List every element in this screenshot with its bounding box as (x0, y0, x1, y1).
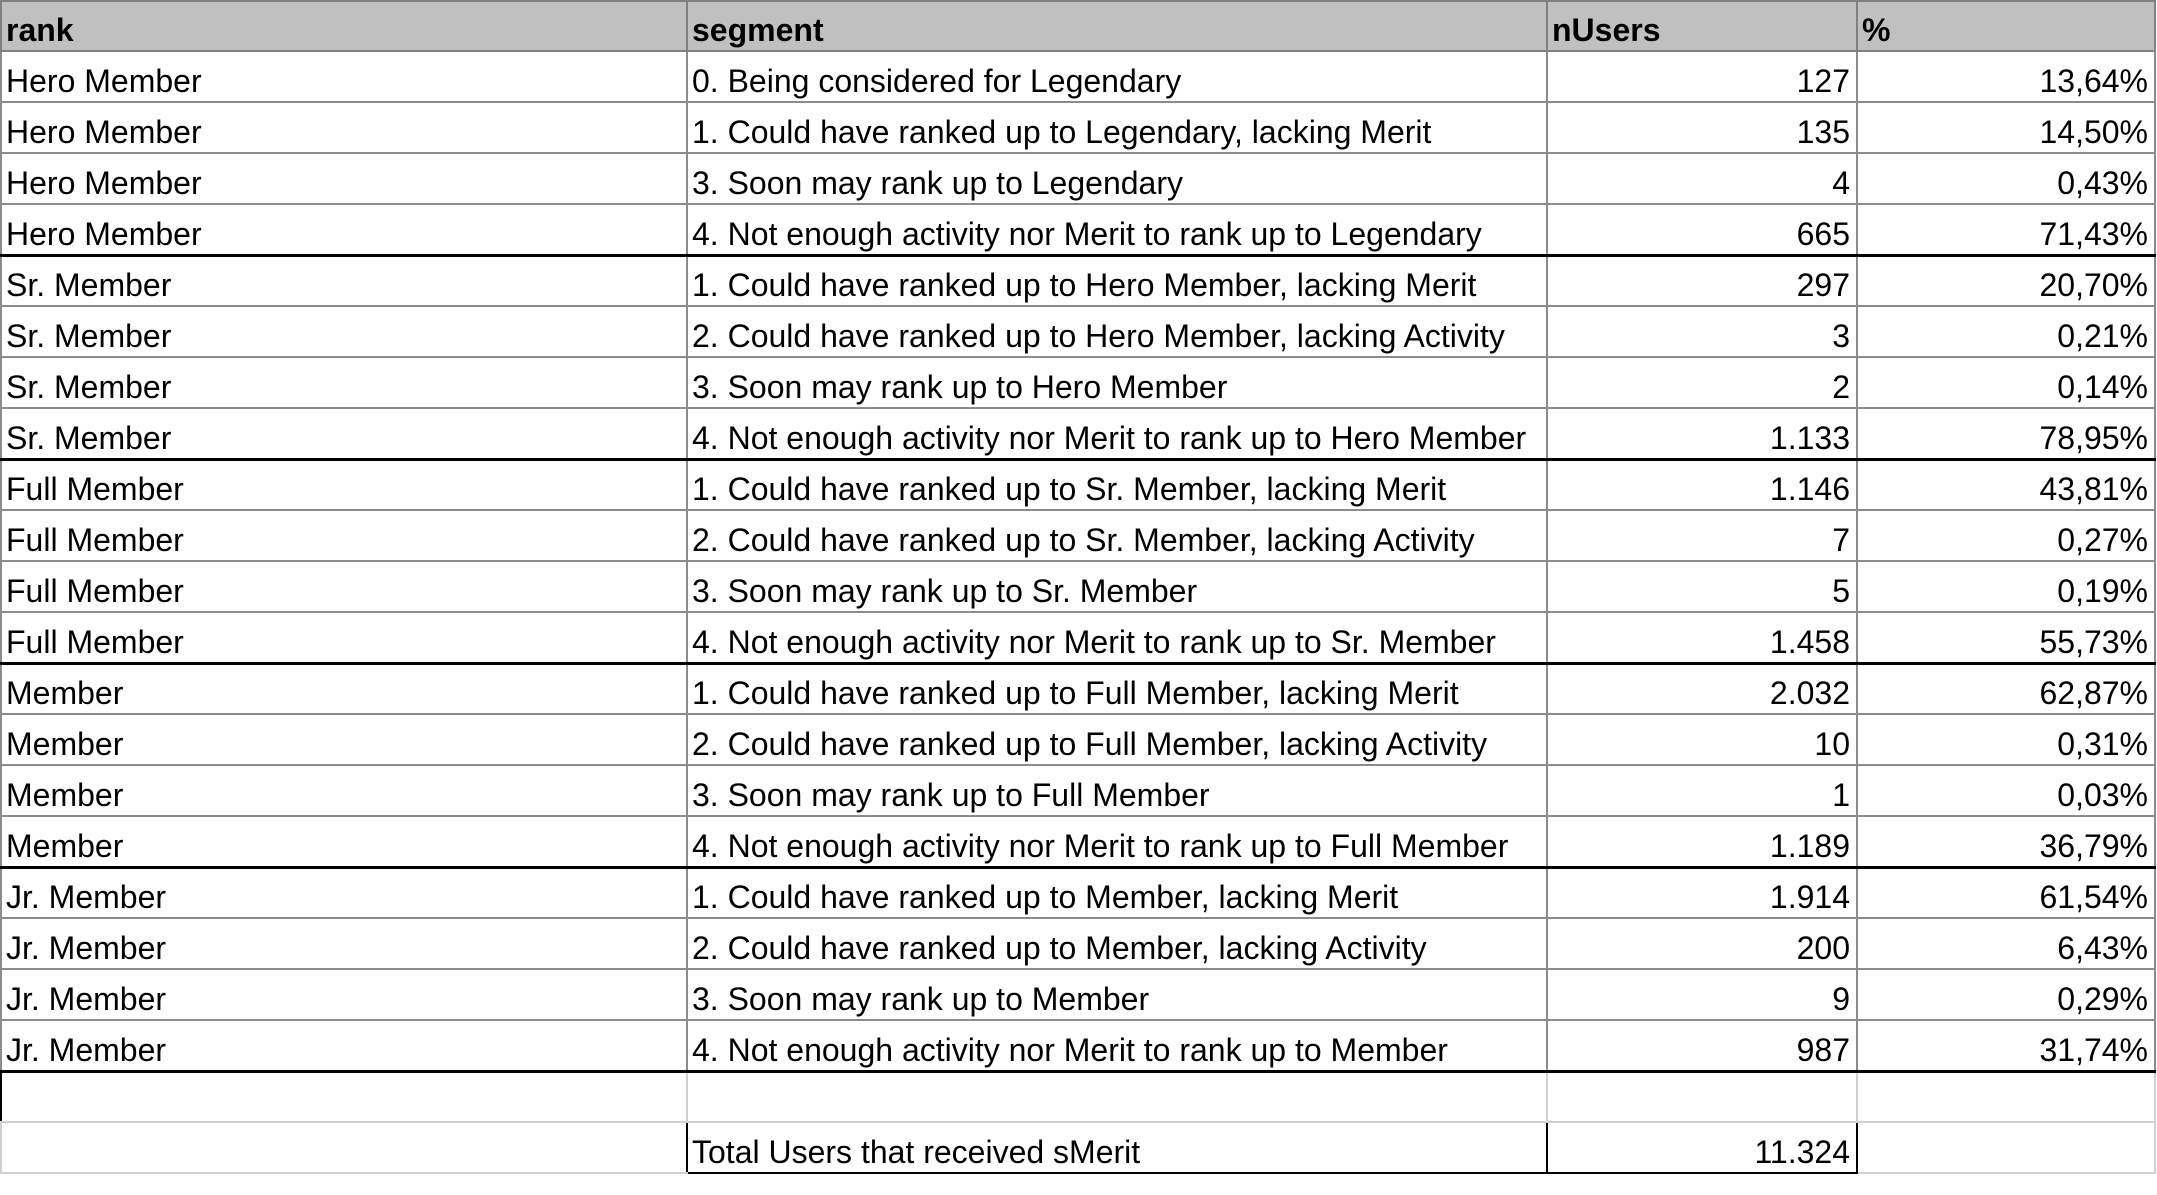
nusers-cell[interactable]: 1.458 (1547, 612, 1857, 663)
segment-cell[interactable]: 3. Soon may rank up to Sr. Member (687, 561, 1547, 612)
rank-cell[interactable]: Hero Member (1, 153, 687, 204)
header-rank[interactable]: rank (1, 1, 687, 51)
table-row (1, 510, 2155, 561)
nusers-cell[interactable]: 9 (1547, 969, 1857, 1020)
percent-cell[interactable]: 6,43% (1857, 918, 2155, 969)
rank-cell[interactable]: Jr. Member (1, 918, 687, 969)
table-row (1, 969, 2155, 1020)
percent-cell[interactable]: 55,73% (1857, 612, 2155, 663)
table-row (1, 51, 2155, 102)
header-percent[interactable]: % (1857, 1, 2155, 51)
header-nusers[interactable]: nUsers (1547, 1, 1857, 51)
rank-cell[interactable]: Sr. Member (1, 357, 687, 408)
rank-cell[interactable]: Member (1, 714, 687, 765)
nusers-cell[interactable]: 7 (1547, 510, 1857, 561)
segment-cell[interactable]: 3. Soon may rank up to Hero Member (687, 357, 1547, 408)
rank-cell[interactable]: Full Member (1, 612, 687, 663)
segment-cell[interactable]: 4. Not enough activity nor Merit to rank up to Member (687, 1020, 1547, 1071)
percent-cell[interactable]: 0,19% (1857, 561, 2155, 612)
empty-cell[interactable] (1, 1071, 687, 1122)
rank-cell[interactable]: Full Member (1, 561, 687, 612)
table-row (1, 102, 2155, 153)
segment-cell[interactable]: 3. Soon may rank up to Legendary (687, 153, 1547, 204)
percent-cell[interactable]: 0,03% (1857, 765, 2155, 816)
total-value[interactable]: 11.324 (1547, 1122, 1857, 1173)
table-row (1, 204, 2155, 255)
percent-cell[interactable]: 20,70% (1857, 255, 2155, 306)
rank-cell[interactable]: Member (1, 765, 687, 816)
nusers-cell[interactable]: 3 (1547, 306, 1857, 357)
nusers-cell[interactable]: 297 (1547, 255, 1857, 306)
table-row (1, 714, 2155, 765)
table-row (1, 459, 2155, 510)
rank-cell[interactable]: Hero Member (1, 204, 687, 255)
rank-cell[interactable]: Sr. Member (1, 408, 687, 459)
segment-cell[interactable]: 2. Could have ranked up to Member, lacking Activity (687, 918, 1547, 969)
nusers-cell[interactable]: 2.032 (1547, 663, 1857, 714)
nusers-cell[interactable]: 1.133 (1547, 408, 1857, 459)
table-row (1, 306, 2155, 357)
nusers-cell[interactable]: 1.146 (1547, 459, 1857, 510)
segment-cell[interactable]: 2. Could have ranked up to Full Member, lacking Activity (687, 714, 1547, 765)
rank-cell[interactable]: Jr. Member (1, 1020, 687, 1071)
table-row (1, 408, 2155, 459)
nusers-cell[interactable]: 665 (1547, 204, 1857, 255)
table-row (1, 561, 2155, 612)
rank-cell[interactable]: Full Member (1, 459, 687, 510)
rank-cell[interactable]: Sr. Member (1, 255, 687, 306)
nusers-cell[interactable]: 4 (1547, 153, 1857, 204)
nusers-cell[interactable]: 2 (1547, 357, 1857, 408)
table-row (1, 357, 2155, 408)
segment-cell[interactable]: 2. Could have ranked up to Sr. Member, lacking Activity (687, 510, 1547, 561)
empty-cell[interactable] (1, 1122, 687, 1173)
segment-cell[interactable]: 1. Could have ranked up to Hero Member, lacking Merit (687, 255, 1547, 306)
percent-cell[interactable]: 0,27% (1857, 510, 2155, 561)
rank-cell[interactable]: Member (1, 816, 687, 867)
nusers-cell[interactable]: 135 (1547, 102, 1857, 153)
percent-cell[interactable]: 0,14% (1857, 357, 2155, 408)
percent-cell[interactable]: 0,31% (1857, 714, 2155, 765)
nusers-cell[interactable]: 10 (1547, 714, 1857, 765)
percent-cell[interactable]: 71,43% (1857, 204, 2155, 255)
table-row (1, 612, 2155, 663)
segment-cell[interactable]: 4. Not enough activity nor Merit to rank up to Legendary (687, 204, 1547, 255)
nusers-cell[interactable]: 127 (1547, 51, 1857, 102)
percent-cell[interactable]: 36,79% (1857, 816, 2155, 867)
percent-cell[interactable]: 61,54% (1857, 867, 2155, 918)
table-row (1, 1020, 2155, 1071)
rank-cell[interactable]: Jr. Member (1, 867, 687, 918)
percent-cell[interactable]: 31,74% (1857, 1020, 2155, 1071)
segment-cell[interactable]: 4. Not enough activity nor Merit to rank up to Full Member (687, 816, 1547, 867)
percent-cell[interactable]: 0,43% (1857, 153, 2155, 204)
table-row (1, 918, 2155, 969)
segment-cell[interactable]: 1. Could have ranked up to Full Member, lacking Merit (687, 663, 1547, 714)
percent-cell[interactable]: 13,64% (1857, 51, 2155, 102)
rank-cell[interactable]: Jr. Member (1, 969, 687, 1020)
empty-row (1, 1071, 2155, 1122)
percent-cell[interactable]: 0,29% (1857, 969, 2155, 1020)
percent-cell[interactable]: 62,87% (1857, 663, 2155, 714)
empty-cell[interactable] (1857, 1122, 2155, 1173)
nusers-cell[interactable]: 1.189 (1547, 816, 1857, 867)
percent-cell[interactable]: 14,50% (1857, 102, 2155, 153)
nusers-cell[interactable]: 1.914 (1547, 867, 1857, 918)
table-row (1, 867, 2155, 918)
segment-cell[interactable]: 3. Soon may rank up to Full Member (687, 765, 1547, 816)
empty-cell[interactable] (1547, 1071, 1857, 1122)
empty-cell[interactable] (687, 1071, 1547, 1122)
total-label[interactable]: Total Users that received sMerit (687, 1122, 1547, 1173)
table-row (1, 765, 2155, 816)
nusers-cell[interactable]: 200 (1547, 918, 1857, 969)
nusers-cell[interactable]: 987 (1547, 1020, 1857, 1071)
nusers-cell[interactable]: 1 (1547, 765, 1857, 816)
total-row (1, 1122, 2155, 1173)
segment-cell[interactable]: 2. Could have ranked up to Hero Member, lacking Activity (687, 306, 1547, 357)
header-row (1, 1, 2155, 51)
percent-cell[interactable]: 78,95% (1857, 408, 2155, 459)
segment-cell[interactable]: 1. Could have ranked up to Legendary, lacking Merit (687, 102, 1547, 153)
segment-cell[interactable]: 3. Soon may rank up to Member (687, 969, 1547, 1020)
segment-cell[interactable]: 4. Not enough activity nor Merit to rank up to Hero Member (687, 408, 1547, 459)
segment-cell[interactable]: 1. Could have ranked up to Sr. Member, lacking Merit (687, 459, 1547, 510)
empty-cell[interactable] (1857, 1071, 2155, 1122)
rank-cell[interactable]: Hero Member (1, 51, 687, 102)
segment-cell[interactable]: 4. Not enough activity nor Merit to rank up to Sr. Member (687, 612, 1547, 663)
rank-cell[interactable]: Sr. Member (1, 306, 687, 357)
header-segment[interactable]: segment (687, 1, 1547, 51)
rank-cell[interactable]: Member (1, 663, 687, 714)
percent-cell[interactable]: 0,21% (1857, 306, 2155, 357)
segment-cell[interactable]: 0. Being considered for Legendary (687, 51, 1547, 102)
nusers-cell[interactable]: 5 (1547, 561, 1857, 612)
table-row (1, 153, 2155, 204)
table-row (1, 663, 2155, 714)
percent-cell[interactable]: 43,81% (1857, 459, 2155, 510)
table-row (1, 255, 2155, 306)
rank-cell[interactable]: Full Member (1, 510, 687, 561)
rank-cell[interactable]: Hero Member (1, 102, 687, 153)
segment-cell[interactable]: 1. Could have ranked up to Member, lacking Merit (687, 867, 1547, 918)
table-row (1, 816, 2155, 867)
